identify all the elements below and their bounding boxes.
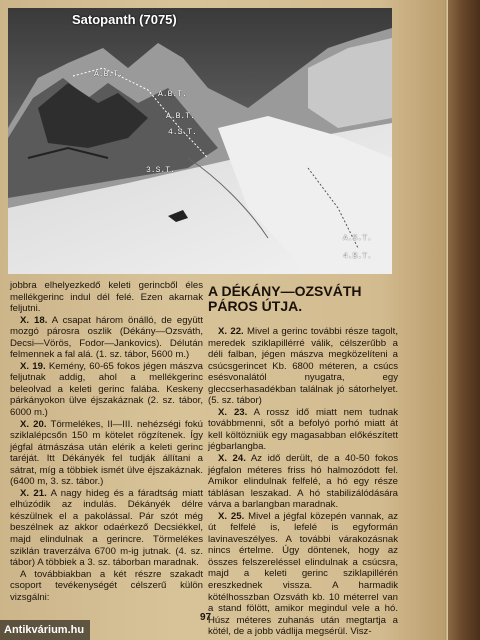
mountain-photo xyxy=(8,8,392,274)
paragraph-text: Mivel a jégfal közepén vannak, az út felfelé is, lefelé is egyformán lavinaveszélyes. A további várakozásnak nincs értelme. Úgy döntenek, hogy az összes felszereléssel elindulnak a csúcsra, majd a keleti gerinc sziklapillérén ereszkednek vissza. A harmadik kötélhosszban Ozsváth kb. 10 méterrel van a stand fölött, amikor megindul vele a hó. Húsz méteres zuhanás után megtartja a kötél, de a jobb vádlija megsérül. Visz- xyxy=(208,510,398,638)
page-number: 97 xyxy=(200,612,212,623)
date-label: X. 23. xyxy=(218,406,248,418)
route-label: 4.S.T. xyxy=(168,128,197,137)
paragraph-text: jobbra elhelyezkedő keleti gerincből éles mellékgerinc indul dél felé. Ezen akarnak feljutni. xyxy=(10,280,203,315)
book-spine xyxy=(448,0,480,640)
paragraph xyxy=(208,511,398,638)
date-label: X. 20. xyxy=(20,418,47,430)
paragraph-text: Törmelékes, II—III. nehézségi fokú sziklalépcsőn 150 m kötelet rögzítenek. Így jégfal átmászása után elérik a keleti gerinc taréját. Itt Dékányék fel tudják állítani a sátrat, míg a többiek ismét ülve éjszakáznak. (6400 m, 3. sz. tábor.) xyxy=(10,418,203,488)
right-column xyxy=(208,280,398,638)
paragraph-text: A rossz idő miatt nem tudnak továbbmenni, sőt a befolyó porhó miatt át kell költözniük egy magasabban előkészített jégbarlangba. xyxy=(208,406,398,453)
paragraph-text: A csapat három önálló, de együtt mozgó párosra oszlik (Dékány—Ozsváth, Decsi—Vörös, Fodor—Jankovics). Délután felmennek a fal alá. (1. sz. tábor, 5600 m.) xyxy=(10,314,203,361)
paragraph xyxy=(10,361,203,419)
route-label: A.B.T. xyxy=(166,112,195,121)
paragraph-text: Mivel a gerinc további része tagolt, meredek sziklapillérré válik, célszerűbb a déli falban, jégen mászva megközelíteni a csúcsgerincet Kb. 6800 méteren, a csúcs esésvonalától nyugatra, egy gleccserhasadékban találnak jó sátorhelyet. (5. sz. tábor) xyxy=(208,326,398,407)
date-label: X. 18. xyxy=(20,314,48,326)
paragraph xyxy=(10,315,203,361)
section-heading: A DÉKÁNY—OZSVÁTH PÁROS ÚTJA. xyxy=(208,283,362,314)
watermark: Antikvárium.hu xyxy=(0,620,90,640)
paragraph xyxy=(208,453,398,511)
route-label: A.S.T. xyxy=(343,234,372,243)
route-label: A.B.T. xyxy=(94,70,123,79)
paragraph xyxy=(10,569,203,604)
date-label: X. 22. xyxy=(218,326,244,337)
paragraph-text: Kemény, 60-65 fokos jégen mászva feljutnak addig, ahol a mellékgerinc beleolvad a keleti gerinc falába. Keskeny párkányokon ülve éjszakáznak (2. sz. tábor, 6000 m.) xyxy=(10,360,203,419)
paragraph xyxy=(208,326,398,407)
route-label: A.B.T. xyxy=(158,90,187,99)
paragraph xyxy=(208,407,398,453)
left-column xyxy=(10,280,203,603)
date-label: X. 19. xyxy=(20,360,46,372)
paragraph xyxy=(10,419,203,488)
date-label: X. 25. xyxy=(218,510,245,522)
date-label: X. 21. xyxy=(20,487,47,499)
date-label: X. 24. xyxy=(218,453,246,465)
paragraph-text: Az idő derült, de a 40-50 fokos jégfalon méteres friss hó halmozódott fel. Amikor elindulnak felfelé, a hó egy része táblásan leszakad. A hó stabilizálódására várva a barlangban maradnak. xyxy=(208,453,398,511)
paragraph-text: A nagy hideg és a fáradtság miatt elhúzódik az indulás. Dékányék délre készülnek el a pakolással. Pár szót még beszélnek az akkor odaérkező Decsiékkel, majd elindulnak a gerincre. Törmelékes sziklán traverzálva 6700 m-ig jutnak. (4. sz. tábor) A többiek a 3. sz. táborban maradnak. xyxy=(10,487,203,569)
photo-caption: Satopanth (7075) xyxy=(72,12,177,27)
paragraph xyxy=(10,488,203,569)
paragraph xyxy=(10,280,203,315)
paragraph-text: A továbbiakban a két részre szakadt csoport tevékenységét célszerű külön vizsgálni: xyxy=(10,568,203,603)
mountain-illustration xyxy=(8,8,392,274)
route-label: 3.S.T. xyxy=(146,166,175,175)
route-label: 4.B.T. xyxy=(343,252,372,261)
